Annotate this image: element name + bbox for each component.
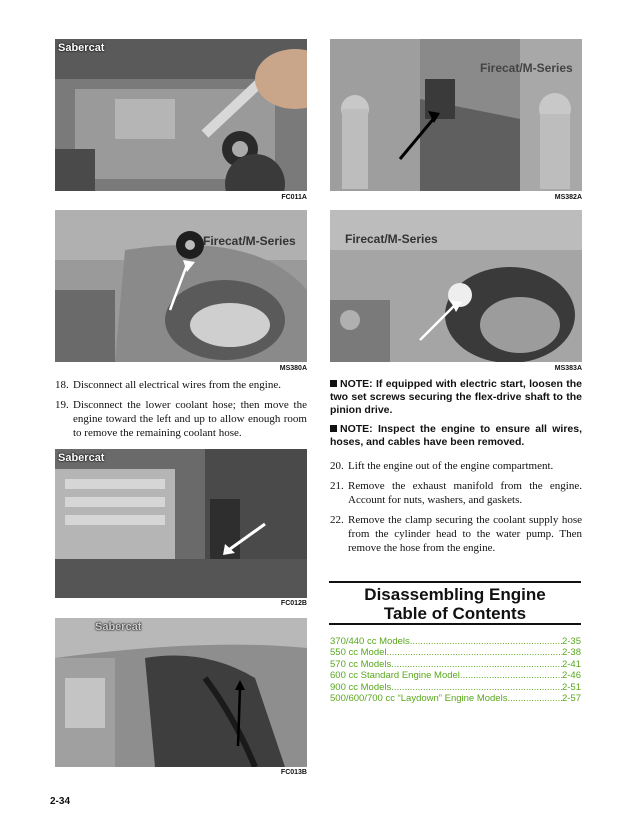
note-bullet-icon xyxy=(330,425,337,432)
step-22 xyxy=(330,513,582,555)
photo-ms383a xyxy=(330,210,582,362)
photo-label: Firecat/M-Series xyxy=(345,232,438,246)
photo-fc011a xyxy=(55,39,307,191)
step-text: Disconnect the lower coolant hose; then move the engine toward the left and up to allow enough room to remove the remaining coolant hose. xyxy=(73,399,307,439)
toc-entry-page[interactable]: 2-46 xyxy=(561,670,581,682)
toc-entry[interactable] xyxy=(330,682,581,693)
step-number: 19. xyxy=(55,399,69,411)
step-number: 20. xyxy=(330,460,344,472)
toc-entry-page[interactable]: 2-38 xyxy=(561,647,581,659)
photo-ms380a xyxy=(55,210,307,362)
step-21 xyxy=(330,479,582,507)
coolant-hose-photo xyxy=(55,449,307,598)
step-text: Remove the exhaust manifold from the engine. Account for nuts, washers, and gaskets. xyxy=(348,480,582,506)
toc-entry[interactable] xyxy=(330,659,581,670)
toc-title-line2: Table of Contents xyxy=(383,604,527,623)
toc-entry-page[interactable]: 2-41 xyxy=(561,658,581,670)
note-bullet-icon xyxy=(330,380,337,387)
toc-entry-label[interactable]: 550 cc Model xyxy=(330,647,387,659)
figure-id: MS382A xyxy=(554,194,582,201)
toc-entry-label[interactable]: 900 cc Models xyxy=(330,681,392,693)
toc-list xyxy=(330,636,581,704)
engine-wrench-photo xyxy=(55,39,307,191)
note-text: NOTE: If equipped with electric start, loosen the two set screws securing the flex-drive shaft to the pinion drive. xyxy=(330,378,582,416)
engine-compartment-photo xyxy=(55,618,307,767)
figure-id: MS383A xyxy=(554,365,582,372)
toc-title-line1: Disassembling Engine xyxy=(364,585,546,604)
photo-fc012b xyxy=(55,449,307,598)
step-text: Lift the engine out of the engine compartment. xyxy=(348,460,554,472)
toc-leader xyxy=(387,647,562,658)
toc-entry-label[interactable]: 500/600/700 cc “Laydown” Engine Models xyxy=(330,693,508,705)
photo-ms382a xyxy=(330,39,582,191)
figure-id: FC013B xyxy=(280,769,307,776)
toc-entry[interactable] xyxy=(330,693,581,704)
toc-leader xyxy=(507,693,562,704)
figure-id: FC011A xyxy=(281,194,307,201)
step-18 xyxy=(55,378,307,392)
photo-label: Sabercat xyxy=(58,42,105,54)
step-text: Disconnect all electrical wires from the engine. xyxy=(73,379,281,391)
step-text: Remove the clamp securing the coolant supply hose from the cylinder head to the water pump. Then remove the hose from the engine. xyxy=(348,514,582,554)
toc-entry[interactable] xyxy=(330,647,581,658)
photo-fc013b xyxy=(55,618,307,767)
note-flex-drive xyxy=(330,378,582,417)
step-number: 22. xyxy=(330,514,344,526)
figure-id: FC012B xyxy=(280,600,307,607)
toc-entry-label[interactable]: 570 cc Models xyxy=(330,658,392,670)
step-number: 18. xyxy=(55,379,69,391)
step-20 xyxy=(330,459,582,473)
step-number: 21. xyxy=(330,480,344,492)
toc-entry[interactable] xyxy=(330,670,581,681)
step-19 xyxy=(55,398,307,440)
toc-heading-box xyxy=(329,581,581,625)
figure-id: MS380A xyxy=(279,365,307,372)
toc-leader xyxy=(391,659,562,670)
toc-entry-label[interactable]: 370/440 cc Models xyxy=(330,636,410,647)
toc-entry-page[interactable]: 2-57 xyxy=(561,693,581,705)
note-inspect xyxy=(330,423,582,449)
toc-entry-page[interactable]: 2-51 xyxy=(561,681,581,693)
photo-label: Sabercat xyxy=(58,452,105,464)
toc-leader xyxy=(391,682,562,693)
photo-label: Firecat/M-Series xyxy=(480,61,573,75)
photo-label: Firecat/M-Series xyxy=(203,234,296,248)
toc-leader xyxy=(410,636,562,647)
toc-entry[interactable] xyxy=(330,636,581,647)
toc-leader xyxy=(460,670,562,681)
note-text: NOTE: Inspect the engine to ensure all wires, hoses, and cables have been removed. xyxy=(330,423,582,448)
toc-entry-page[interactable]: 2-35 xyxy=(561,636,581,647)
page-number: 2-34 xyxy=(50,796,71,807)
toc-entry-label[interactable]: 600 cc Standard Engine Model xyxy=(330,670,460,682)
engine-mount-photo xyxy=(55,210,307,362)
photo-label: Sabercat xyxy=(95,621,142,633)
